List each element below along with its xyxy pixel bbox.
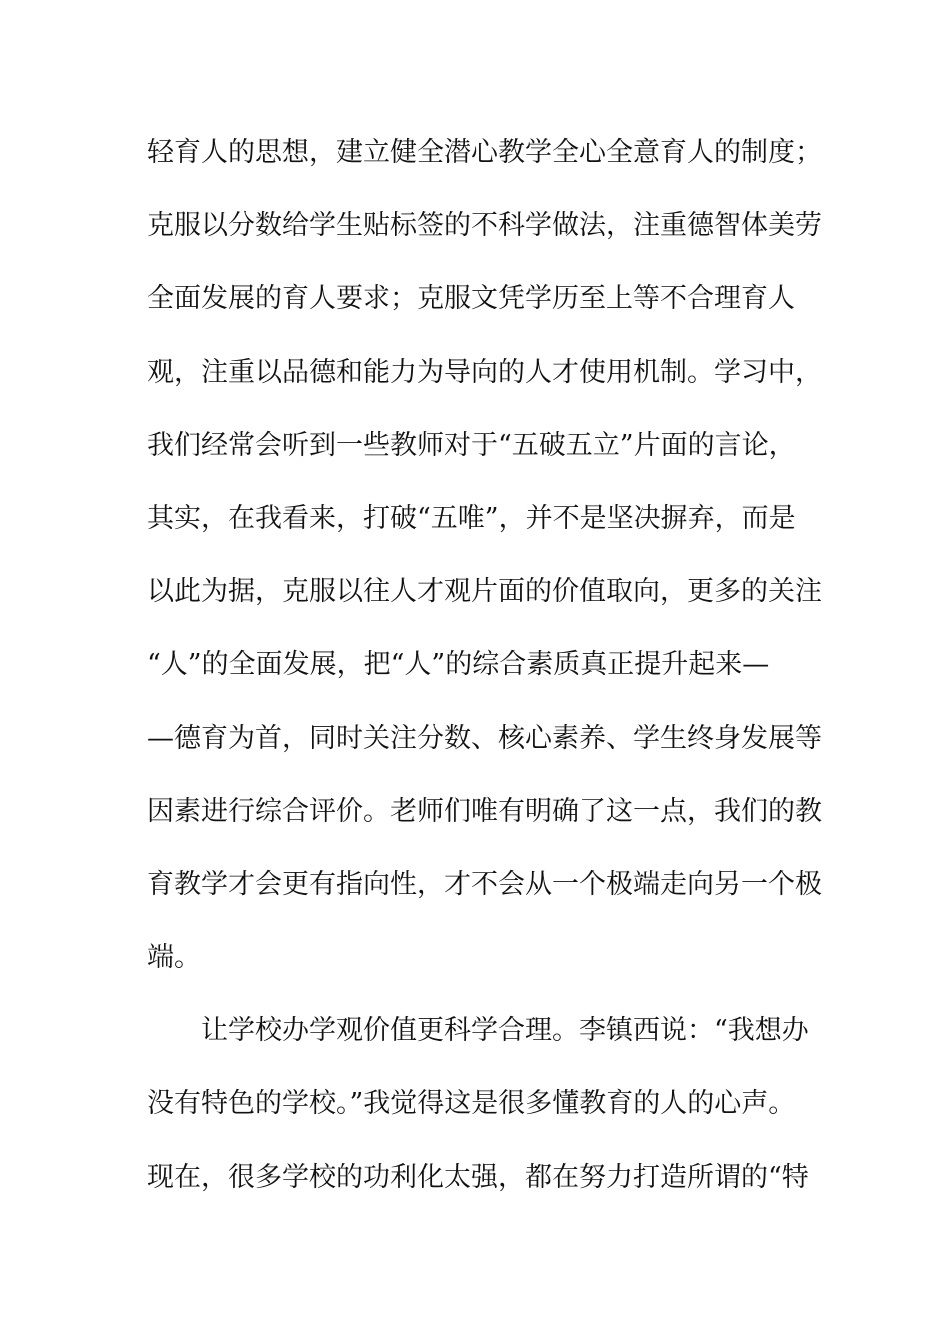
text-line: 育教学才会更有指向性，才不会从一个极端走向另一个极 xyxy=(147,868,822,900)
text-line: 观，注重以品德和能力为导向的人才使用机制。学习中， xyxy=(147,356,822,388)
paragraph-start-line: 让学校办学观价值更科学合理。李镇西说：“我想办 xyxy=(201,1015,809,1047)
text-line: 全面发展的育人要求；克服文凭学历至上等不合理育人 xyxy=(147,283,795,315)
text-line: 端。 xyxy=(147,942,201,974)
body-text xyxy=(147,128,822,1226)
text-line: “人”的全面发展，把“人”的综合素质真正提升起来— xyxy=(147,649,770,681)
text-line: 没有特色的学校。”我觉得这是很多懂教育的人的心声。 xyxy=(147,1088,796,1120)
text-line: 以此为据，克服以往人才观片面的价值取向，更多的关注 xyxy=(147,576,822,608)
text-line: 克服以分数给学生贴标签的不科学做法，注重德智体美劳 xyxy=(147,210,822,242)
text-line: —德育为首，同时关注分数、核心素养、学生终身发展等 xyxy=(147,722,822,754)
text-line: 轻育人的思想，建立健全潜心教学全心全意育人的制度； xyxy=(147,137,822,168)
text-line: 我们经常会听到一些教师对于“五破五立”片面的言论， xyxy=(147,429,796,461)
text-line: 因素进行综合评价。老师们唯有明确了这一点，我们的教 xyxy=(147,795,822,827)
text-line: 现在，很多学校的功利化太强，都在努力打造所谓的“特 xyxy=(147,1161,809,1193)
text-line: 其实，在我看来，打破“五唯”，并不是坚决摒弃，而是 xyxy=(147,502,796,534)
